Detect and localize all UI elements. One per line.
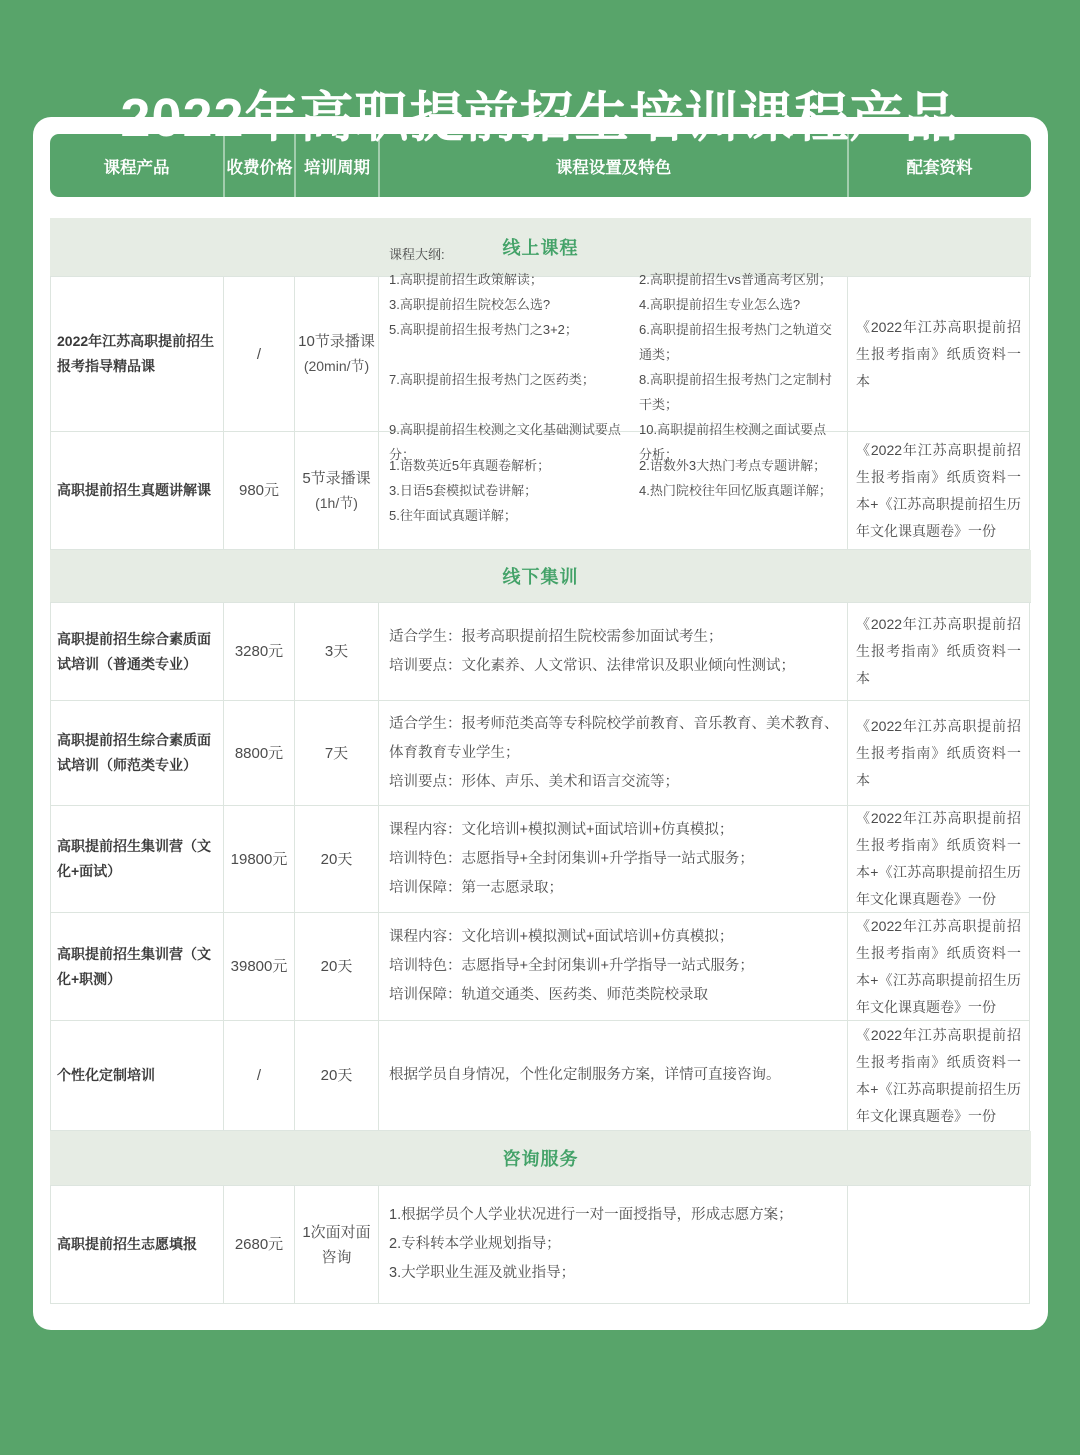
feature-line: 培训保障：轨道交通类、医药类、师范类院校录取 <box>389 987 708 1003</box>
table-row <box>50 701 1031 806</box>
table-row <box>50 1186 1031 1304</box>
feature-line: 课程内容：文化培训+模拟测试+面试培训+仿真模拟； <box>389 821 734 838</box>
course-name-cell: 高职提前招生集训营（文化+职测） <box>50 913 223 1021</box>
table-row <box>50 603 1031 701</box>
price-cell: 3280元 <box>223 603 294 701</box>
feature-item: 1.高职提前招生政策解读； <box>389 271 543 287</box>
feature-line: 课程内容：文化培训+模拟测试+面试培训+仿真模拟； <box>389 929 734 945</box>
feature-item: 4.热门院校往年回忆版真题详解； <box>639 483 832 498</box>
section-band-consulting: 咨询服务 <box>50 1131 1031 1186</box>
period-line: 7天 <box>324 744 349 762</box>
column-header-materials: 配套资料 <box>847 134 1030 197</box>
column-header-price: 收费价格 <box>223 134 294 197</box>
content-card <box>33 117 1048 1330</box>
materials-cell: 《2022年江苏高职提前招生报考指南》纸质资料一本+《江苏高职提前招生历年文化课真题卷》一份 <box>847 913 1030 1021</box>
feature-line: 适合学生：报考高职提前招生院校需参加面试考生； <box>389 628 723 645</box>
feature-line: 培训要点：文化素养、人文常识、法律常识及职业倾向性测试； <box>389 657 795 674</box>
feature-line: 2.专科转本学业规划指导； <box>389 1236 561 1252</box>
period-line: 20天 <box>320 850 353 868</box>
course-name-cell: 个性化定制培训 <box>50 1021 223 1131</box>
feature-item: 1.语数英近5年真题卷解析； <box>389 458 551 473</box>
feature-item: 3.日语5套模拟试卷讲解； <box>389 483 538 498</box>
period-line: 5节录播课 <box>302 469 371 487</box>
period-subline: (1h/节) <box>315 494 358 511</box>
period-cell <box>294 913 378 1021</box>
features-cell <box>378 1186 847 1304</box>
period-line: 咨询 <box>321 1248 352 1266</box>
feature-line: 适合学生：报考师范类高等专科院校学前教育、音乐教育、美术教育、体育教育专业学生； <box>389 715 839 761</box>
course-name-cell: 高职提前招生志愿填报 <box>50 1186 223 1304</box>
features-cell <box>378 806 847 913</box>
materials-cell: 《2022年江苏高职提前招生报考指南》纸质资料一本+《江苏高职提前招生历年文化课真题卷》一份 <box>847 1021 1030 1131</box>
feature-line: 培训保障：第一志愿录取； <box>389 879 563 896</box>
feature-item: 3.高职提前招生院校怎么选? <box>389 296 551 312</box>
period-cell <box>294 701 378 806</box>
materials-cell: 《2022年江苏高职提前招生报考指南》纸质资料一本+《江苏高职提前招生历年文化课真题卷》一份 <box>847 432 1030 550</box>
price-cell: 19800元 <box>223 806 294 913</box>
period-cell <box>294 1021 378 1131</box>
price-cell: 2680元 <box>223 1186 294 1304</box>
feature-item: 5.往年面试真题详解； <box>389 508 517 523</box>
feature-line: 培训特色：志愿指导+全封闭集训+升学指导一站式服务； <box>389 850 754 867</box>
feature-item: 2.高职提前招生vs普通高考区别； <box>639 271 832 287</box>
price-cell: / <box>223 1021 294 1131</box>
price-cell: 39800元 <box>223 913 294 1021</box>
feature-line: 1.根据学员个人学业状况进行一对一面授指导，形成志愿方案； <box>389 1207 793 1223</box>
page-title: 2022年高职提前招生培训课程产品 <box>120 88 960 148</box>
features-grid <box>389 453 839 528</box>
feature-item: 7.高职提前招生报考热门之医药类； <box>389 371 595 387</box>
column-header-features: 课程设置及特色 <box>378 134 847 197</box>
features-cell <box>378 913 847 1021</box>
table-row <box>50 913 1031 1021</box>
table-header-row <box>50 134 1031 197</box>
period-cell <box>294 1186 378 1304</box>
feature-line: 培训要点：形体、声乐、美术和语言交流等； <box>389 773 679 790</box>
features-cell <box>378 432 847 550</box>
table-row <box>50 1021 1031 1131</box>
period-cell <box>294 277 378 432</box>
price-cell: 8800元 <box>223 701 294 806</box>
feature-item: 10.高职提前招生校测之面试要点分析； <box>639 421 827 462</box>
period-cell <box>294 432 378 550</box>
table-row <box>50 806 1031 913</box>
section-band-online: 线上课程 <box>50 218 1031 277</box>
section-band-offline: 线下集训 <box>50 550 1031 603</box>
feature-item: 8.高职提前招生报考热门之定制村干类； <box>639 371 832 412</box>
materials-cell: 《2022年江苏高职提前招生报考指南》纸质资料一本+《江苏高职提前招生历年文化课真题卷》一份 <box>847 806 1030 913</box>
course-name-cell: 高职提前招生综合素质面试培训（普通类专业） <box>50 603 223 701</box>
period-line: 10节录播课 <box>298 333 375 350</box>
column-header-product: 课程产品 <box>103 158 170 177</box>
course-name-cell: 高职提前招生真题讲解课 <box>50 432 223 550</box>
feature-item: 5.高职提前招生报考热门之3+2； <box>389 321 578 337</box>
feature-item: 4.高职提前招生专业怎么选? <box>639 296 801 312</box>
features-cell <box>378 1021 847 1131</box>
price-cell: / <box>223 277 294 432</box>
materials-cell: 《2022年江苏高职提前招生报考指南》纸质资料一本 <box>847 603 1030 701</box>
features-heading: 课程大纲: <box>389 246 445 262</box>
course-name-cell: 高职提前招生综合素质面试培训（师范类专业） <box>50 701 223 806</box>
period-subline: (20min/节) <box>303 358 370 374</box>
course-name-cell: 高职提前招生集训营（文化+面试） <box>50 806 223 913</box>
features-cell <box>378 603 847 701</box>
feature-item: 2.语数外3大热门考点专题讲解； <box>639 458 827 473</box>
period-line: 20天 <box>320 1067 353 1084</box>
period-line: 3天 <box>324 643 349 660</box>
period-line: 1次面对面 <box>302 1223 371 1241</box>
feature-line: 3.大学职业生涯及就业指导； <box>389 1265 576 1281</box>
feature-item: 6.高职提前招生报考热门之轨道交通类； <box>639 321 832 362</box>
feature-line: 培训特色：志愿指导+全封闭集训+升学指导一站式服务； <box>389 958 754 974</box>
feature-line: 根据学员自身情况，个性化定制服务方案，详情可直接咨询。 <box>389 1067 781 1083</box>
price-cell: 980元 <box>223 432 294 550</box>
period-cell <box>294 603 378 701</box>
period-cell <box>294 806 378 913</box>
course-table <box>50 218 1031 1304</box>
materials-cell: 《2022年江苏高职提前招生报考指南》纸质资料一本 <box>847 701 1030 806</box>
materials-cell <box>847 1186 1030 1304</box>
course-name-cell: 2022年江苏高职提前招生报考指导精品课 <box>50 277 223 432</box>
materials-cell: 《2022年江苏高职提前招生报考指南》纸质资料一本 <box>847 277 1030 432</box>
features-cell <box>378 701 847 806</box>
column-header-period: 培训周期 <box>294 134 378 197</box>
period-line: 20天 <box>320 958 353 975</box>
feature-item: 9.高职提前招生校测之文化基础测试要点分； <box>389 421 621 462</box>
table-row <box>50 432 1031 550</box>
